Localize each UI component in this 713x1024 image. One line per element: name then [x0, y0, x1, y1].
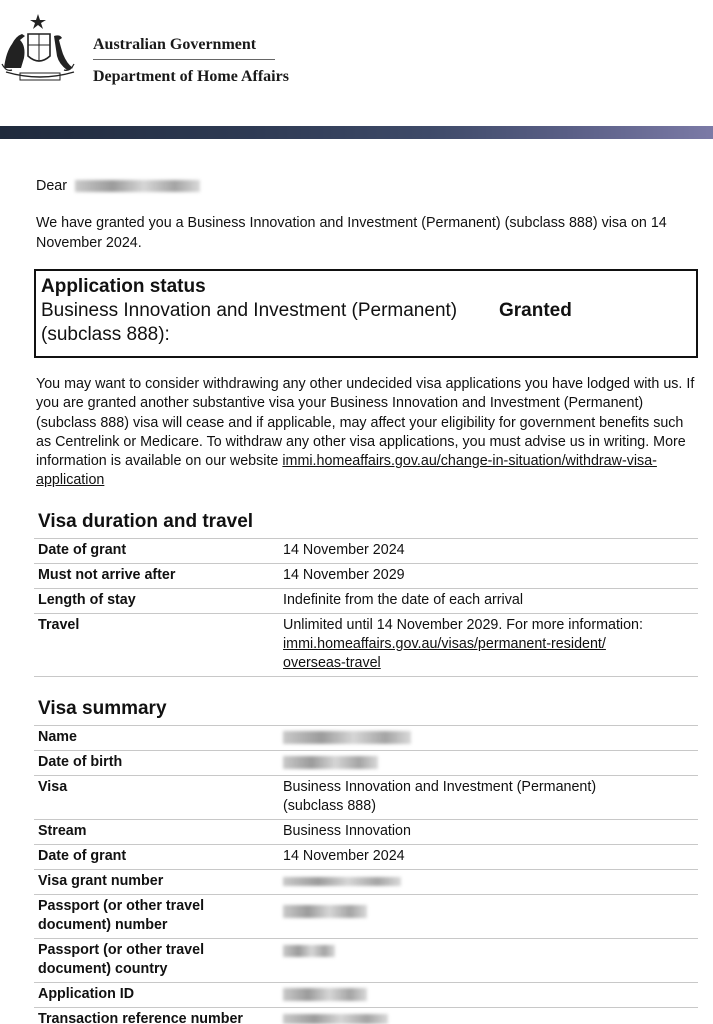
row-key: Length of stay [38, 592, 136, 608]
application-status-box [34, 269, 698, 358]
status-visa-line1: Business Innovation and Investment (Permanent) [41, 300, 458, 321]
row-key: Transaction reference number [38, 1011, 243, 1024]
row-value: Indefinite from the date of each arrival [283, 592, 524, 608]
status-title: Application status [41, 276, 206, 297]
row-key-line1: Passport (or other travel [38, 942, 205, 958]
table-row [34, 869, 698, 894]
row-key-line1: Passport (or other travel [38, 898, 205, 914]
table-row [34, 1007, 698, 1024]
row-value [283, 941, 694, 979]
row-value: 14 November 2024 [283, 848, 405, 864]
grant-statement: We have granted you a Business Innovation and Investment (Permanent) (subclass 888) visa on 14 November 2024. [36, 215, 667, 251]
overseas-travel-link-cont[interactable]: overseas-travel [283, 655, 381, 671]
row-value [283, 872, 694, 891]
row-value [283, 897, 694, 935]
row-key [38, 941, 283, 979]
row-key: Visa [38, 779, 68, 795]
row-key: Travel [38, 617, 80, 633]
travel-text: Unlimited until 14 November 2029. For more information: [283, 617, 643, 633]
table-row [34, 750, 698, 775]
row-value: 14 November 2029 [283, 567, 405, 583]
redacted-value [283, 756, 378, 769]
notice-text: You may want to consider withdrawing any other undecided visa applications you have lodged with us. If you are granted another substantive visa your Business Innovation and Investment (Permanent) (subclass 888) visa will cease and if applicable, may affect your eligibility for government benefits such as Centrelink or Medicare. To withdraw any other visa applications, you must advise us in writing. More information is available on our website [36, 376, 695, 470]
row-value [283, 1010, 694, 1024]
row-key-line2: document) number [38, 917, 168, 933]
row-key: Name [38, 729, 77, 745]
table-row [34, 938, 698, 982]
row-key: Date of grant [38, 542, 127, 558]
status-result: Granted [499, 300, 572, 321]
table-row [34, 819, 698, 844]
table-row [34, 894, 698, 938]
redacted-value [283, 731, 411, 744]
table-row [34, 982, 698, 1007]
withdraw-application-link[interactable]: immi.homeaffairs.gov.au/change-in-situation/withdraw-visa-application [36, 453, 657, 489]
table-row [34, 844, 698, 869]
withdrawal-notice [36, 375, 700, 491]
redacted-value [283, 1014, 388, 1024]
row-value [283, 985, 694, 1004]
duration-table [34, 538, 698, 677]
row-key [38, 897, 283, 935]
row-value [283, 753, 694, 772]
redacted-value [283, 905, 367, 918]
row-key: Stream [38, 823, 87, 839]
status-row [41, 299, 691, 347]
salutation-text: Dear [36, 178, 67, 194]
visa-line2: (subclass 888) [283, 798, 376, 814]
table-row [34, 588, 698, 613]
government-name: Australian Government [93, 36, 257, 53]
status-visa-line2: (subclass 888): [41, 324, 170, 345]
overseas-travel-link[interactable]: immi.homeaffairs.gov.au/visas/permanent-resident/ [283, 636, 606, 652]
row-value [283, 778, 694, 816]
redacted-value [283, 988, 367, 1001]
row-value [283, 616, 694, 673]
table-row [34, 538, 698, 563]
visa-line1: Business Innovation and Investment (Permanent) [283, 779, 597, 795]
letterhead [0, 0, 713, 126]
coat-of-arms-icon [0, 12, 80, 84]
row-key: Visa grant number [38, 873, 164, 889]
row-key: Date of birth [38, 754, 123, 770]
row-value: 14 November 2024 [283, 542, 405, 558]
row-key: Application ID [38, 986, 135, 1002]
salutation [36, 178, 200, 194]
table-row [34, 775, 698, 819]
row-key-line2: document) country [38, 961, 168, 977]
row-key: Must not arrive after [38, 567, 176, 583]
department-name: Department of Home Affairs [93, 68, 289, 85]
table-row [34, 613, 698, 677]
redacted-value [283, 945, 335, 957]
header-band [0, 126, 713, 139]
divider [93, 59, 275, 60]
summary-table [34, 725, 698, 1024]
table-row [34, 725, 698, 750]
redacted-name [75, 180, 200, 192]
row-value: Business Innovation [283, 823, 411, 839]
redacted-value [283, 877, 401, 886]
summary-section-title: Visa summary [38, 698, 167, 719]
row-value [283, 728, 694, 747]
table-row [34, 563, 698, 588]
status-visa [41, 299, 496, 347]
row-key: Date of grant [38, 848, 127, 864]
duration-section-title: Visa duration and travel [38, 511, 254, 532]
